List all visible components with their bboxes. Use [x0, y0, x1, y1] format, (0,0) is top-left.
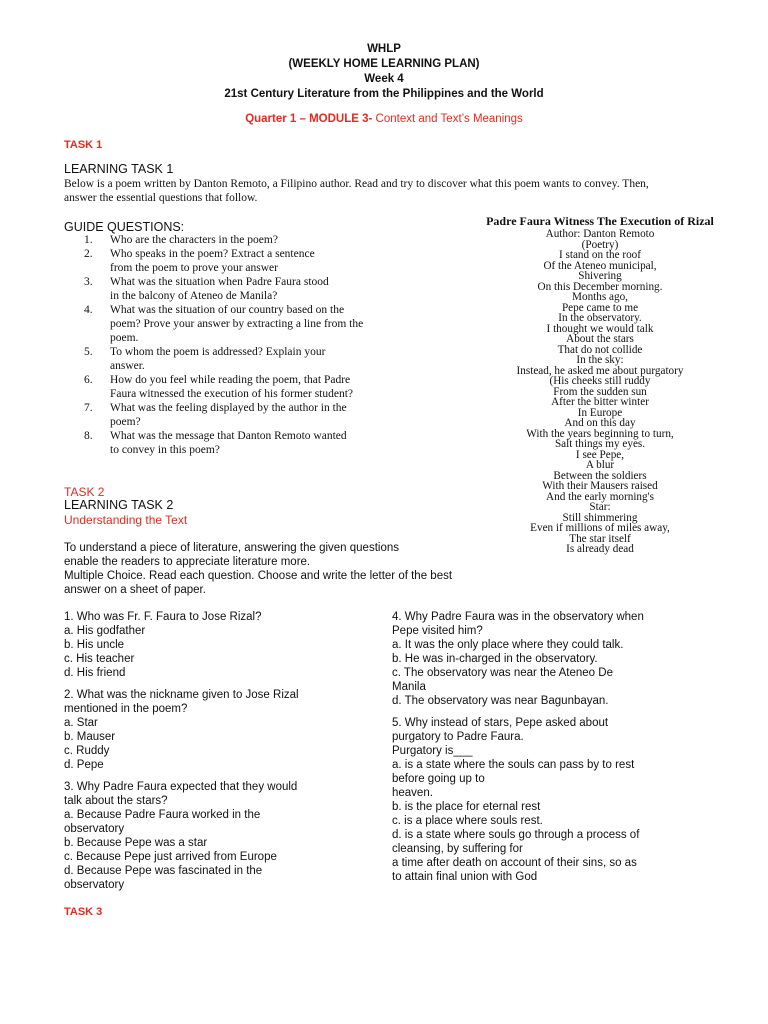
question-block	[64, 780, 354, 892]
intro-line: enable the readers to appreciate literature more.	[64, 556, 311, 568]
question-line: 4. Why Padre Faura was in the observatory when	[392, 611, 644, 623]
question-line: Manila	[392, 681, 426, 693]
learning-task2-title: LEARNING TASK 2	[64, 498, 174, 512]
poem-line: Even if millions of miles away,	[530, 522, 670, 534]
guide-question-text	[110, 429, 414, 457]
guide-question-line: poem? Prove your answer by extracting a line from the	[110, 318, 364, 330]
poem-line: About the stars	[566, 333, 634, 345]
guide-question-number: 8.	[84, 430, 93, 442]
question-line: c. His teacher	[64, 653, 135, 665]
guide-question-line: poem.	[110, 332, 139, 344]
poem-line: And on this day	[564, 417, 636, 429]
question-line: c. The observatory was near the Ateneo De	[392, 667, 613, 679]
question-line: c. Ruddy	[64, 745, 110, 757]
learning-task2-subtitle: Understanding the Text	[64, 513, 188, 527]
learning-task1-intro: Below is a poem written by Danton Remoto, a Filipino author. Read and try to discover what this poem wants to convey. Then, answer the essential questions that follow.	[64, 178, 649, 204]
poem-line: I thought we would talk	[546, 322, 654, 335]
question-line: purgatory to Padre Faura.	[392, 731, 524, 743]
guide-question-line: Who are the characters in the poem?	[110, 234, 278, 246]
questions-left-column	[64, 610, 354, 900]
question-line: b. is the place for eternal rest	[392, 801, 541, 813]
question-line: a. Star	[64, 717, 98, 729]
guide-question-line: poem?	[110, 416, 141, 428]
question-line: b. His uncle	[64, 639, 125, 651]
question-line: d. His friend	[64, 667, 126, 679]
question-line: b. He was in-charged in the observatory.	[392, 653, 598, 665]
poem-line: Is already dead	[566, 543, 634, 555]
question-line: a. It was the only place where they could talk.	[392, 639, 624, 651]
guide-question-line: in the balcony of Ateneo de Manila?	[110, 290, 278, 302]
poem-title: Padre Faura Witness The Execution of Rizal	[486, 214, 714, 228]
question-block	[64, 610, 354, 680]
question-line: 5. Why instead of stars, Pepe asked about	[392, 717, 609, 729]
guide-question-line: How do you feel while reading the poem, that Padre	[110, 374, 351, 386]
question-line: 3. Why Padre Faura expected that they would	[64, 781, 298, 793]
guide-question-text	[110, 275, 414, 303]
poem-line: I see Pepe,	[575, 448, 625, 461]
document-header	[0, 42, 768, 127]
poem-line: In the sky:	[576, 354, 624, 366]
question-block	[392, 716, 692, 884]
guide-question-number: 1.	[84, 234, 93, 246]
guide-question-line: What was the situation of our country based on the	[110, 304, 345, 316]
guide-question-number: 5.	[84, 346, 93, 358]
guide-question-line: from the poem to prove your answer	[110, 262, 278, 274]
poem-line: Months ago,	[572, 291, 628, 303]
guide-question-line: What was the message that Danton Remoto wanted	[110, 430, 347, 442]
question-line: Pepe visited him?	[392, 625, 483, 637]
question-line: b. Because Pepe was a star	[64, 837, 208, 849]
guide-question-line: Faura witnessed the execution of his former student?	[110, 388, 354, 400]
poem-line: Of the Ateneo municipal,	[543, 259, 657, 272]
question-line: d. Because Pepe was fascinated in the	[64, 865, 263, 877]
question-line: a. Because Padre Faura worked in the	[64, 809, 261, 821]
poem-line: Star:	[589, 501, 611, 513]
poem-line: A blur	[585, 459, 615, 471]
guide-question	[84, 303, 414, 345]
multiple-choice-intro	[64, 541, 504, 597]
poem-line: In Europe	[577, 406, 623, 419]
question-line: before going up to	[392, 773, 485, 785]
guide-question	[84, 345, 414, 373]
question-line: 1. Who was Fr. F. Faura to Jose Rizal?	[64, 611, 262, 623]
task2-label: TASK 2	[64, 485, 105, 499]
question-line: mentioned in the poem?	[64, 703, 188, 715]
intro-line: To understand a piece of literature, answering the given questions	[64, 542, 399, 554]
poem-line: On this December morning.	[537, 280, 663, 293]
guide-question-line: To whom the poem is addressed? Explain your	[110, 346, 326, 358]
guide-question-number: 2.	[84, 248, 93, 260]
question-block	[392, 610, 692, 708]
guide-questions-list	[84, 233, 414, 457]
header-subject: 21st Century Literature from the Philippines and the World	[224, 88, 544, 100]
guide-question	[84, 275, 414, 303]
intro-line: Multiple Choice. Read each question. Choose and write the letter of the best	[64, 570, 453, 582]
poem-author: Author: Danton Remoto	[545, 228, 655, 240]
poem-block	[460, 214, 740, 555]
guide-question	[84, 247, 414, 275]
guide-question-number: 3.	[84, 276, 93, 288]
question-line: talk about the stars?	[64, 795, 168, 807]
guide-question-text	[110, 401, 414, 429]
poem-line: After the bitter winter	[551, 396, 649, 408]
guide-question-number: 4.	[84, 304, 93, 316]
question-line: to attain final union with God	[392, 871, 538, 883]
question-line: observatory	[64, 879, 125, 891]
guide-question-line: Who speaks in the poem? Extract a sentence	[110, 248, 315, 260]
quarter-topic: Context and Text’s Meanings	[372, 113, 523, 125]
poem-line: Salt things my eyes.	[554, 438, 646, 450]
poem-line: From the sudden sun	[553, 385, 647, 398]
guide-question-text	[110, 303, 414, 345]
question-line: a time after death on account of their sins, so as	[392, 857, 637, 869]
question-line: c. Because Pepe just arrived from Europe	[64, 851, 277, 863]
poem-line: With their Mausers raised	[542, 480, 658, 492]
poem-genre: (Poetry)	[581, 238, 619, 251]
question-line: d. Pepe	[64, 759, 104, 771]
poem-line: Shivering	[578, 270, 622, 282]
poem-line: (His cheeks still ruddy	[549, 375, 651, 387]
intro-line: answer on a sheet of paper.	[64, 584, 206, 596]
poem-line: And the early morning's	[546, 490, 654, 503]
guide-question-number: 6.	[84, 374, 93, 386]
questions-right-column	[392, 610, 692, 892]
header-week: Week 4	[364, 73, 404, 85]
poem-lines	[460, 250, 740, 555]
question-block	[64, 688, 354, 772]
task1-label: TASK 1	[64, 139, 103, 151]
guide-question-line: answer.	[110, 360, 145, 372]
guide-question-text	[110, 247, 414, 275]
guide-question-text	[110, 373, 414, 401]
poem-line: That do not collide	[557, 343, 643, 356]
poem-line: Instead, he asked me about purgatory	[516, 364, 684, 377]
question-line: d. The observatory was near Bagunbayan.	[392, 695, 609, 707]
guide-question-text	[110, 233, 414, 247]
guide-question	[84, 401, 414, 429]
poem-line: Pepe came to me	[561, 301, 639, 314]
guide-question-line: What was the feeling displayed by the author in the	[110, 402, 347, 414]
header-plan: (WEEKLY HOME LEARNING PLAN)	[288, 58, 480, 70]
quarter-module: Quarter 1 – MODULE 3-	[245, 113, 373, 125]
poem-line: In the observatory.	[558, 312, 642, 324]
guide-question-line: What was the situation when Padre Faura stood	[110, 276, 329, 288]
header-whlp: WHLP	[367, 43, 401, 55]
question-line: 2. What was the nickname given to Jose Rizal	[64, 689, 299, 701]
question-line: c. is a place where souls rest.	[392, 815, 543, 827]
header-quarter	[0, 112, 768, 127]
question-line: a. His godfather	[64, 625, 146, 637]
guide-question	[84, 373, 414, 401]
poem-line: I stand on the roof	[558, 249, 642, 261]
question-line: observatory	[64, 823, 125, 835]
task3-label: TASK 3	[64, 906, 103, 918]
poem-line: Between the soldiers	[553, 469, 647, 482]
guide-question-line: to convey in this poem?	[110, 444, 220, 456]
guide-question	[84, 233, 414, 247]
poem-line: The star itself	[569, 532, 631, 545]
guide-question	[84, 429, 414, 457]
poem-line: With the years beginning to turn,	[526, 427, 674, 440]
guide-questions-title: GUIDE QUESTIONS:	[64, 220, 185, 234]
poem-line: Still shimmering	[562, 511, 638, 524]
question-line: d. is a state where souls go through a process of	[392, 829, 640, 841]
question-line: a. is a state where the souls can pass by to rest	[392, 759, 635, 771]
question-line: cleansing, by suffering for	[392, 843, 523, 855]
guide-question-text	[110, 345, 414, 373]
learning-task1-title: LEARNING TASK 1	[64, 162, 174, 176]
question-line: Purgatory is___	[392, 745, 473, 757]
guide-question-number: 7.	[84, 402, 93, 414]
question-line: b. Mauser	[64, 731, 116, 743]
question-line: heaven.	[392, 787, 433, 799]
